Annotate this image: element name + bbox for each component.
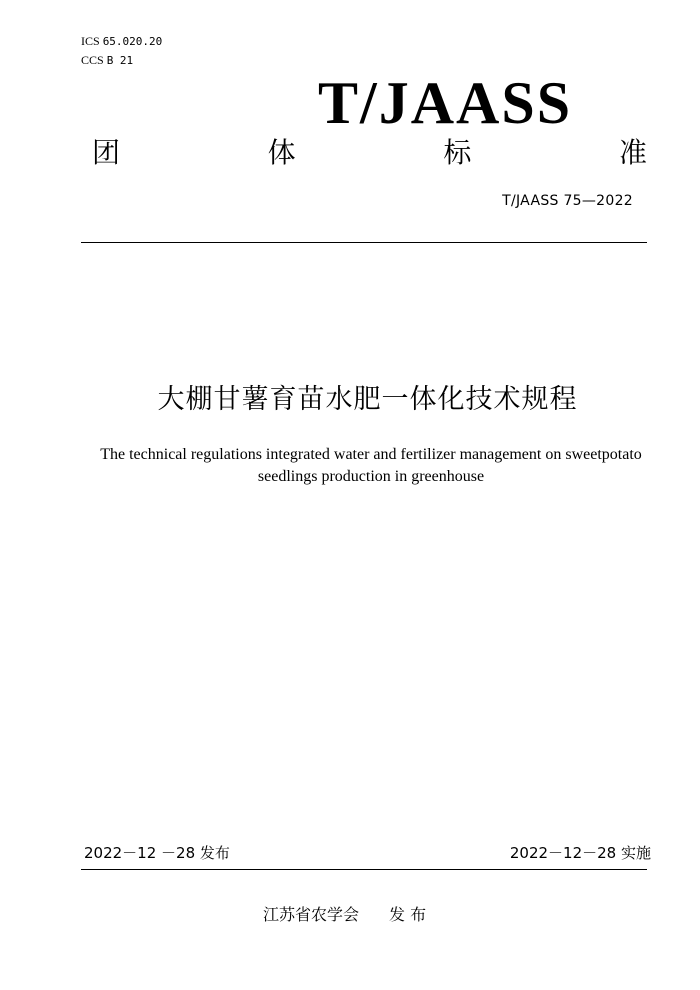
ccs-code: B 21 xyxy=(106,54,134,67)
standard-type-char: 标 xyxy=(443,136,472,169)
standard-type-char: 团 xyxy=(92,136,121,169)
ics-classification xyxy=(81,34,162,49)
publisher-name: 江苏省农学会 xyxy=(263,905,360,924)
publish-word: 发 布 xyxy=(389,905,427,924)
publisher-line xyxy=(263,904,426,926)
standard-number: T/JAASS 75—2022 xyxy=(502,193,633,209)
document-title-english: The technical regulations integrated water and fertilizer management on sweetpotato seedlings production in greenhouse xyxy=(100,446,642,485)
document-title-chinese: 大棚甘薯育苗水肥一体化技术规程 xyxy=(157,384,578,415)
ccs-label: CCS xyxy=(81,53,104,67)
top-divider xyxy=(81,242,647,243)
standard-type-char: 准 xyxy=(618,136,647,169)
standard-logo: T/JAASS xyxy=(318,70,573,136)
ics-label: ICS xyxy=(81,34,100,48)
publish-date: 2022－12 －28 发布 xyxy=(84,844,230,862)
ics-code: 65.020.20 xyxy=(102,35,163,48)
ccs-classification xyxy=(81,53,133,68)
standard-type-char: 体 xyxy=(267,136,296,169)
bottom-divider xyxy=(81,869,647,870)
implementation-date: 2022－12－28 实施 xyxy=(509,844,651,862)
standard-type-heading xyxy=(92,136,647,170)
